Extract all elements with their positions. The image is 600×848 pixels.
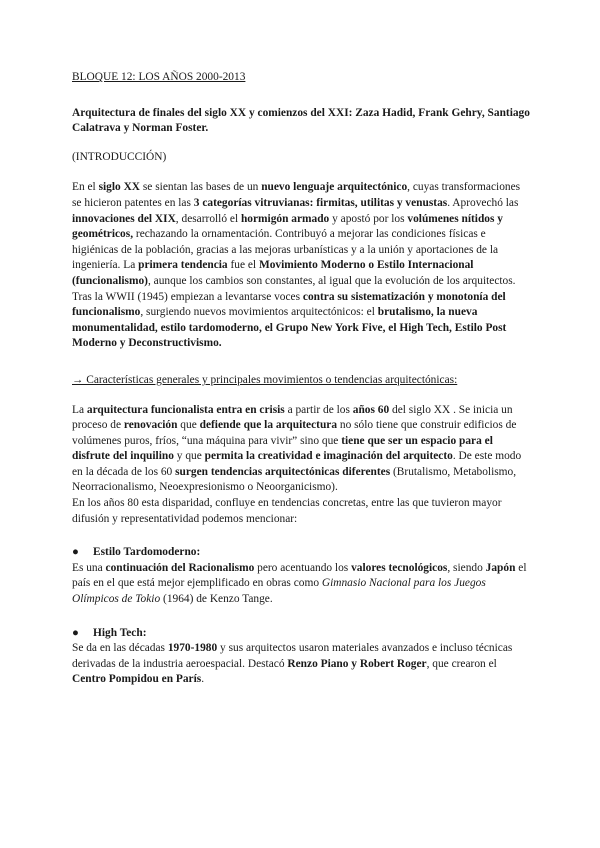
text-run: , siendo [447, 561, 486, 574]
bold-run: tiene que ser un espacio para el disfrute del inquilino [72, 434, 493, 463]
text-run: , surgiendo nuevos movimientos arquitectónicos: el [140, 306, 378, 319]
bold-run: Movimiento Moderno o Estilo Internacional (funcionalismo) [72, 259, 474, 287]
text-run: Se da en las décadas [72, 642, 168, 655]
document-title: BLOQUE 12: LOS AÑOS 2000-2013 [72, 71, 246, 83]
bold-run: permita la creatividad e imaginación del arquitecto [204, 450, 453, 463]
section-title [72, 545, 530, 561]
document-subtitle: Arquitectura de finales del siglo XX y comienzos del XXI: Zaza Hadid, Frank Gehry, Santiago Calatrava y Norman Foster. [72, 106, 530, 135]
text-run: fue el [227, 259, 259, 272]
section-title [72, 626, 530, 642]
text-run: (1964) de Kenzo Tange. [160, 593, 273, 606]
section-heading: → Características generales y principales movimientos o tendencias arquitectónicas: [72, 373, 458, 386]
bold-run: 1970-1980 [167, 642, 218, 655]
bold-run: nuevo lenguaje arquitectónico [261, 181, 408, 194]
text-run: , aunque los cambios son constantes, al igual que la evolución de los arquitectos. [147, 274, 516, 287]
text-run: Es una [72, 561, 106, 574]
text-run: el país en el que está mejor ejemplificado en obras como [72, 561, 527, 590]
bold-run: primera tendencia [138, 259, 228, 272]
text-run: , desarrolló el [175, 212, 241, 225]
text-run: que [177, 419, 200, 432]
bold-run: renovación [123, 419, 178, 432]
text-run: Tras la WWII (1945) empiezan a levantarse voces [72, 290, 303, 303]
text-run: pero acentuando los [254, 561, 352, 574]
bold-run: Japón [485, 561, 516, 574]
paragraph-4 [72, 496, 530, 527]
bold-run: valores tecnológicos [351, 561, 448, 574]
bold-run: defiende que la arquitectura [199, 419, 338, 432]
paragraph-1 [72, 180, 530, 289]
section-body [72, 561, 530, 608]
text-run: no sólo tiene que construir edificios de volúmenes puros, fríos, “una máquina para vivir” sino que [72, 419, 517, 447]
bold-run: arquitectura funcionalista entra en crisis [86, 403, 285, 416]
section-body [72, 641, 530, 688]
intro-heading: (INTRODUCCIÓN) [72, 150, 167, 163]
paragraph-2 [72, 290, 530, 352]
text-run: (Brutalismo, Metabolismo, Neorracionalismo, Neoexpresionismo o Neoorganicismo). [72, 465, 517, 494]
bold-run: brutalismo, la nueva monumentalidad, estilo tardomoderno, el Grupo New York Five, el High Tech, Estilo Post Moderno y Deconstructivismo. [72, 306, 507, 350]
section-tardomoderno [72, 545, 530, 607]
section-high-tech [72, 626, 530, 688]
text-run: se sientan las bases de un [140, 181, 262, 194]
paragraph-3 [72, 403, 530, 497]
bold-run: innovaciones del XIX [72, 212, 176, 225]
bold-run: Renzo Piano y Robert Roger [287, 657, 427, 670]
text-run: En los años 80 esta disparidad, confluye en tendencias concretas, entre las que tuvieron mayor difusión y representatividad podemos mencionar: [72, 497, 502, 525]
text-run: a partir de los [284, 403, 353, 416]
bold-run: surgen tendencias arquitectónicas diferentes [175, 465, 391, 478]
text-run: , que crearon el [426, 657, 497, 670]
section-title-text: High Tech: [93, 626, 147, 639]
text-run: rechazando la ornamentación. Contribuyó a mejorar las condiciones físicas e higiénicas de la población, gracias a las mejoras urbanísticas y a la unión y aportaciones de la ingeniería. La [72, 228, 499, 272]
text-run: La [72, 403, 87, 416]
text-run: . De este modo en la década de los 60 [72, 450, 522, 478]
bullet-icon: ● [72, 626, 79, 639]
bold-run: volúmenes nítidos y geométricos, [72, 212, 503, 241]
text-run: y que [173, 450, 205, 463]
text-run: y apostó por los [329, 212, 408, 225]
text-run: En el [72, 181, 99, 194]
text-run: . [201, 673, 205, 686]
text-run: del siglo XX . Se inicia un proceso de [72, 403, 513, 432]
text-run: y sus arquitectos usaron materiales avanzados e incluso técnicas derivadas de la industria aeroespacial. Destacó [72, 642, 513, 670]
text-run: . Aprovechó las [447, 196, 519, 209]
bold-run: años 60 [352, 403, 390, 416]
italic-run: Gimnasio Nacional para los Juegos Olímpicos de Tokio [72, 577, 486, 606]
bold-run: Centro Pompidou en París [72, 673, 202, 686]
text-run: , cuyas transformaciones se hicieron patentes en las [72, 181, 521, 209]
bold-run: continuación del Racionalismo [105, 561, 255, 574]
bold-run: contra su sistematización y monotonía del funcionalismo [72, 290, 506, 319]
bold-run: hormigón armado [240, 212, 330, 225]
bold-run: siglo XX [98, 181, 141, 194]
section-title-text: Estilo Tardomoderno: [93, 546, 201, 559]
bullet-icon: ● [72, 546, 79, 559]
bold-run: 3 categorías vitruvianas: firmitas, utilitas y venustas [193, 196, 448, 209]
